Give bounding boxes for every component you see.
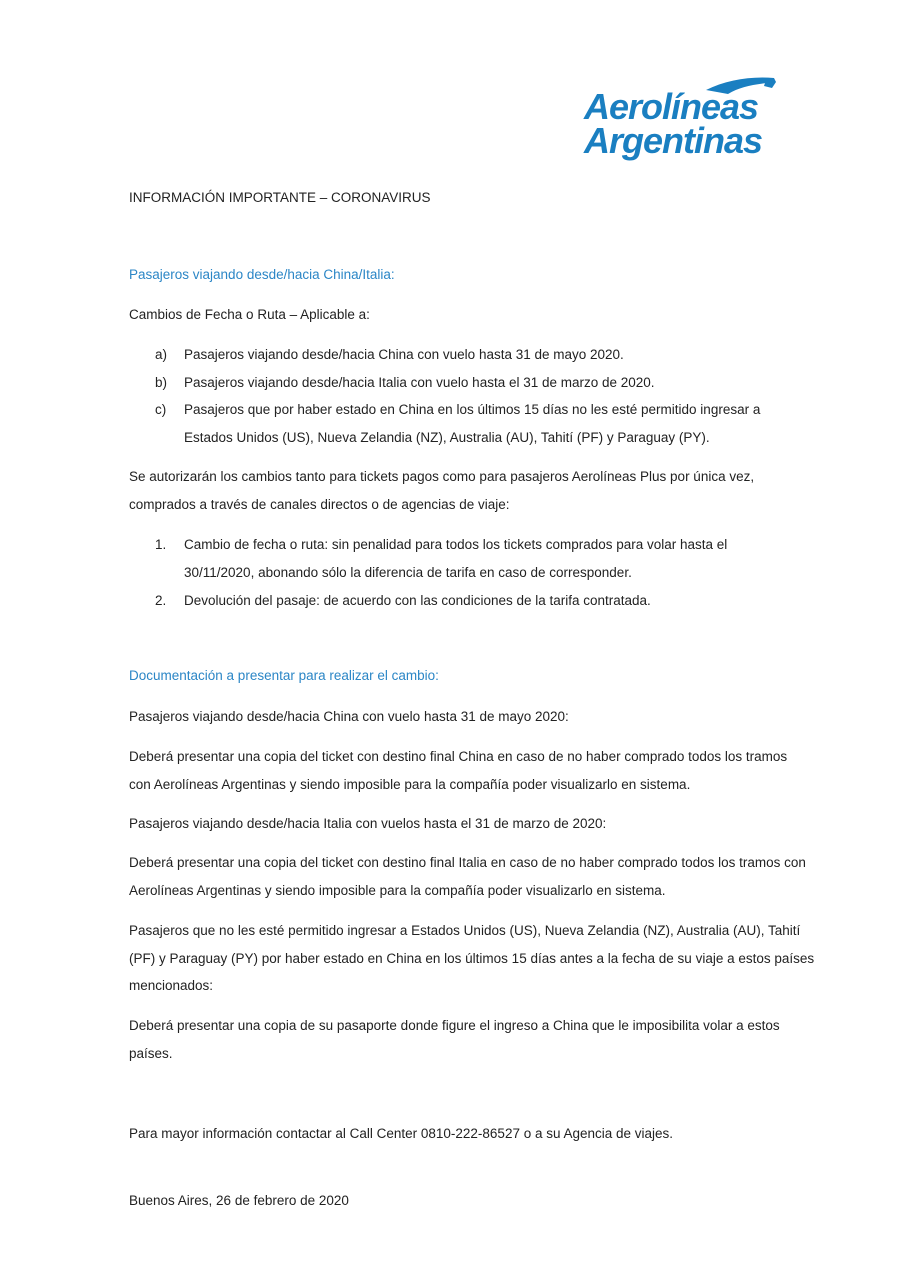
section-heading-documentation: Documentación a presentar para realizar el cambio: [129, 668, 439, 683]
document-title: INFORMACIÓN IMPORTANTE – CORONAVIRUS [129, 190, 431, 205]
numbered-item-1-line-2: 30/11/2020, abonando sólo la diferencia de tarifa en caso de corresponder. [184, 565, 632, 580]
logo-line-1: Aerolíneas [584, 86, 759, 127]
restricted-title-line-2: (PF) y Paraguay (PY) por haber estado en China en los últimos 15 días antes a la fecha de su viaje a estos países [129, 951, 815, 966]
list-marker-c: c) [155, 402, 167, 417]
numbered-marker-1: 1. [155, 537, 167, 552]
logo-text [584, 86, 763, 161]
italy-title: Pasajeros viajando desde/hacia Italia con vuelos hasta el 31 de marzo de 2020: [129, 816, 607, 831]
list-marker-a: a) [155, 347, 168, 362]
section-intro: Cambios de Fecha o Ruta – Aplicable a: [129, 307, 370, 322]
restricted-title-line-1: Pasajeros que no les esté permitido ingresar a Estados Unidos (US), Nueva Zelandia (NZ), Australia (AU), Tahití [129, 923, 801, 938]
numbered-item-1-line-1: Cambio de fecha o ruta: sin penalidad para todos los tickets comprados para volar hasta el [184, 537, 728, 552]
restricted-body-line-1: Deberá presentar una copia de su pasaporte donde figure el ingreso a China que le imposibilita volar a estos [129, 1018, 780, 1033]
logo-line-2: Argentinas [584, 120, 763, 161]
italy-body-line-1: Deberá presentar una copia del ticket con destino final Italia en caso de no haber comprado todos los tramos con [129, 855, 806, 870]
list-item-c-line-2: Estados Unidos (US), Nueva Zelandia (NZ), Australia (AU), Tahití (PF) y Paraguay (PY). [184, 430, 710, 445]
list-marker-b: b) [155, 375, 168, 390]
section-heading-passengers: Pasajeros viajando desde/hacia China/Italia: [129, 267, 395, 282]
numbered-marker-2: 2. [155, 593, 167, 608]
italy-body-line-2: Aerolíneas Argentinas y siendo imposible para la compañía poder visualizarlo en sistema. [129, 883, 666, 898]
china-body-line-2: con Aerolíneas Argentinas y siendo imposible para la compañía poder visualizarlo en sistema. [129, 777, 691, 792]
restricted-body-line-2: países. [129, 1046, 173, 1061]
aerolineas-logo [580, 76, 780, 168]
list-item-c-line-1: Pasajeros que por haber estado en China en los últimos 15 días no les esté permitido ingresar a [184, 402, 761, 417]
authorization-line-2: comprados a través de canales directos o de agencias de viaje: [129, 497, 510, 512]
footer-date: Buenos Aires, 26 de febrero de 2020 [129, 1193, 349, 1208]
china-body-line-1: Deberá presentar una copia del ticket con destino final China en caso de no haber comprado todos los tramos [129, 749, 788, 764]
authorization-line-1: Se autorizarán los cambios tanto para tickets pagos como para pasajeros Aerolíneas Plus por única vez, [129, 469, 755, 484]
numbered-item-2: Devolución del pasaje: de acuerdo con las condiciones de la tarifa contratada. [184, 593, 651, 608]
contact-info: Para mayor información contactar al Call Center 0810-222-86527 o a su Agencia de viajes. [129, 1126, 674, 1141]
china-title: Pasajeros viajando desde/hacia China con vuelo hasta 31 de mayo 2020: [129, 709, 569, 724]
list-item-b: Pasajeros viajando desde/hacia Italia con vuelo hasta el 31 de marzo de 2020. [184, 375, 655, 390]
restricted-title-line-3: mencionados: [129, 978, 214, 993]
list-item-a: Pasajeros viajando desde/hacia China con vuelo hasta 31 de mayo 2020. [184, 347, 624, 362]
